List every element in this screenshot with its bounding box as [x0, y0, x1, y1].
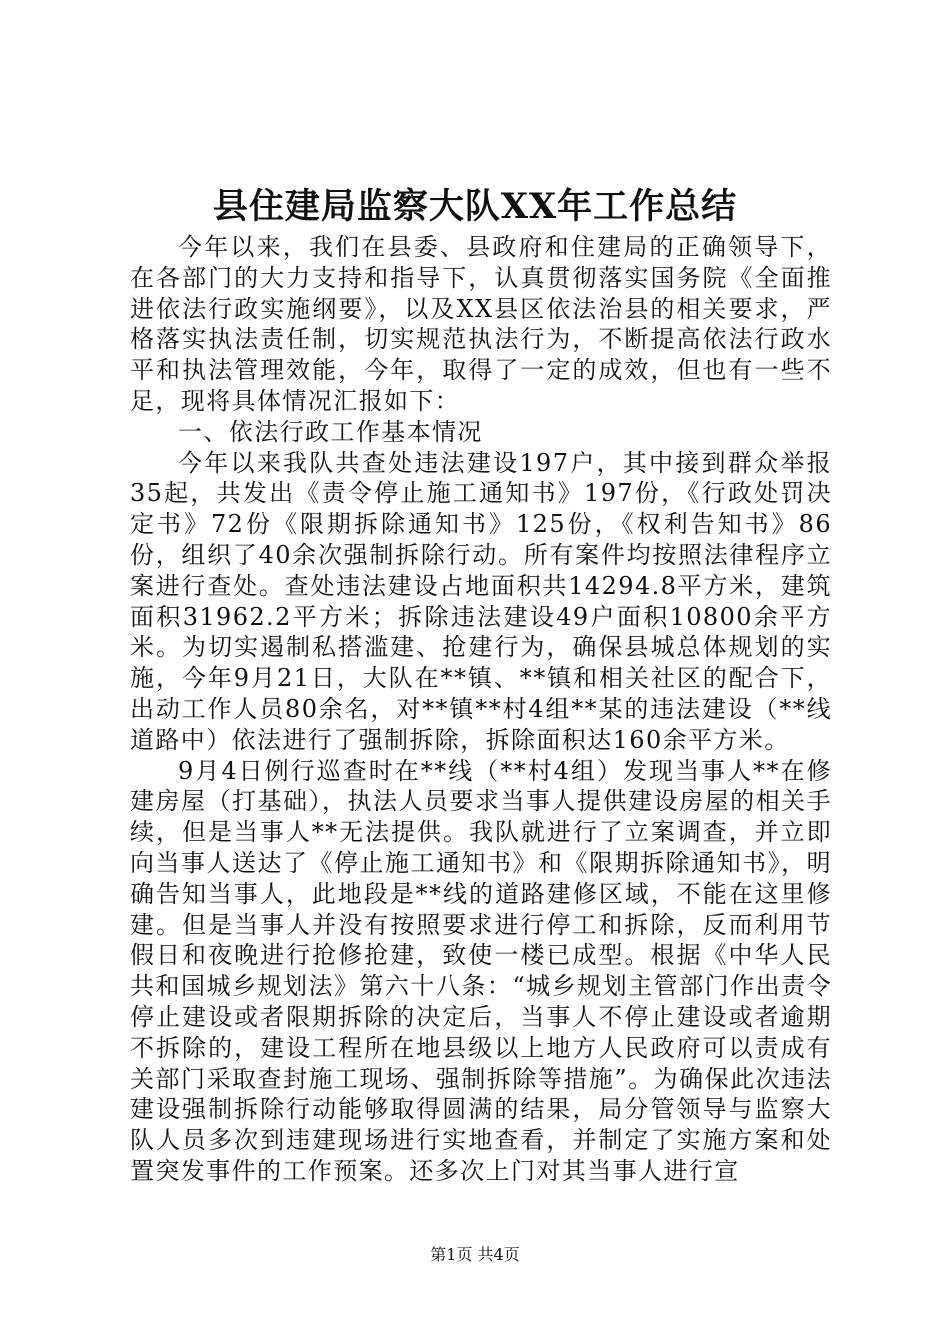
page-number-footer: 第1页 共4页 [430, 1245, 520, 1264]
case-paragraph: 9月4日例行巡查时在**线（**村4组）发现当事人**在修建房屋（打基础），执法人员要求当事人提供建设房屋的相关手续，但是当事人**无法提供。我队就进行了立案调查，并立即向当事人送达了《停止施工通知书》和《限期拆除通知书》，明确告知当事人，此地段是**线的道路建修区域，不能在这里修建。但是当事人并没有按照要求进行停工和拆除，反而利用节假日和夜晚进行抢修抢建，致使一楼已成型。根据《中华人民共和国城乡规划法》第六十八条：“城乡规划主管部门作出责令停止建设或者限期拆除的决定后，当事人不停止建设或者逾期不拆除的，建设工程所在地县级以上地方人民政府可以责成有关部门采取查封施工现场、强制拆除等措施”。为确保此次违法建设强制拆除行动能够取得圆满的结果，局分管领导与监察大队人员多次到违建现场进行实地查看，并制定了实施方案和处置突发事件的工作预案。还多次上门对其当事人进行宣 [130, 756, 832, 1185]
statistics-paragraph: 今年以来我队共查处违法建设197户，其中接到群众举报35起，共发出《责令停止施工通知书》197份，《行政处罚决定书》72份《限期拆除通知书》125份，《权利告知书》86份，组织了40余次强制拆除行动。所有案件均按照法律程序立案进行查处。查处违法建设占地面积共14294.8平方米，建筑面积31962.2平方米；拆除违法建设49户面积10800余平方米。为切实遏制私搭滥建、抢建行为，确保县城总体规划的实施，今年9月21日，大队在**镇、**镇和相关社区的配合下，出动工作人员80余名，对**镇**村4组**某的违法建设（**线道路中）依法进行了强制拆除，拆除面积达160余平方米。 [130, 448, 832, 754]
intro-paragraph: 今年以来，我们在县委、县政府和住建局的正确领导下，在各部门的大力支持和指导下，认真贯彻落实国务院《全面推进依法行政实施纲要》，以及XX县区依法治县的相关要求，严格落实执法责任制，切实规范执法行为，不断提高依法行政水平和执法管理效能，今年，取得了一定的成效，但也有一些不足，现将具体情况汇报如下： [130, 233, 832, 415]
section-heading: 一、依法行政工作基本情况 [178, 417, 483, 446]
document-title: 县住建局监察大队XX年工作总结 [212, 186, 738, 227]
document-body [130, 232, 832, 1187]
